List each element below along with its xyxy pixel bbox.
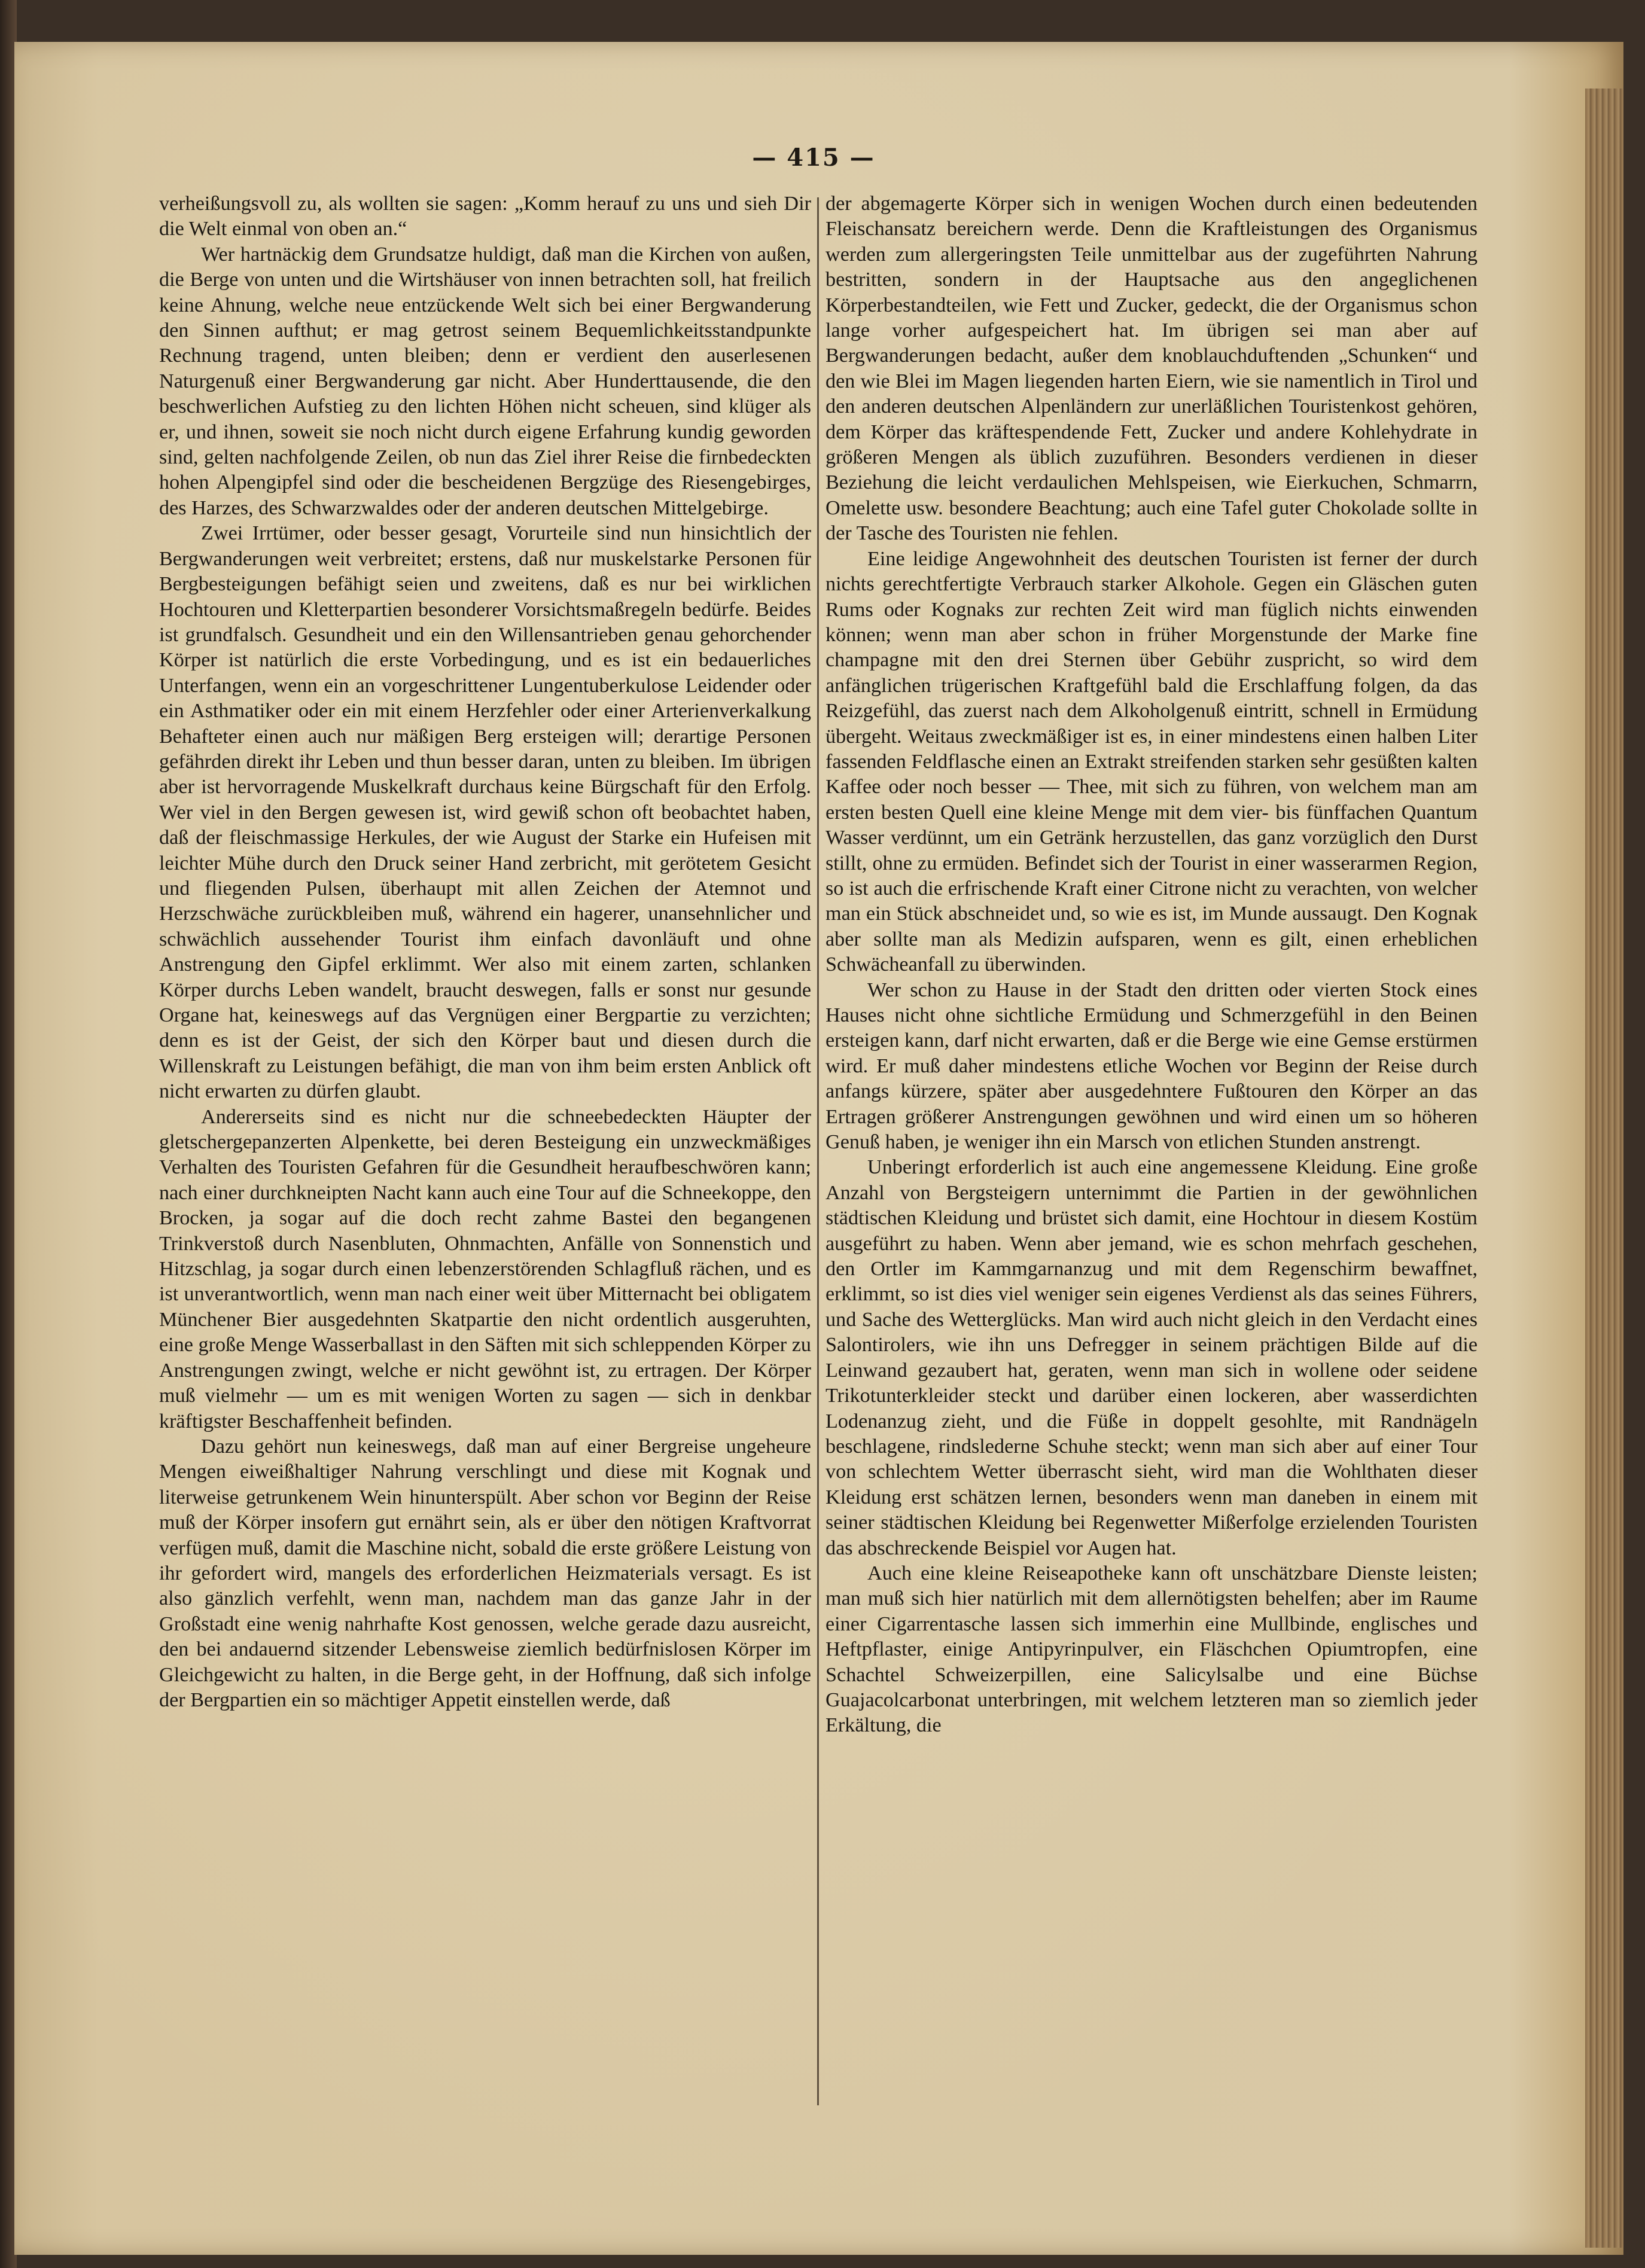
continued-paragraph: verheißungsvoll zu, als wollten sie sagen: „Komm herauf zu uns und sieh Dir die Welt einmal von oben an.“ bbox=[159, 193, 811, 240]
paragraph: Unberingt erforderlich ist auch eine angemessene Kleidung. Eine große Anzahl von Bergsteigern unternimmt die Partien in der gewöhnlichen städtischen Kleidung und brüstet sich damit, eine Hochtour in diesem Kostüm ausgeführt zu haben. Wenn aber jemand, wie es schon mehrfach geschehen, den Ortler im Kammgarnanzug und mit dem Regenschirm bewaffnet, erklimmt, so ist dies viel weniger sein eigenes Verdienst als das seines Führers, und Sache des Wetterglücks. Man wird auch nicht gleich in den Verdacht eines Salontirolers, wie ihn uns Defregger in seinem prächtigen Bilde auf die Leinwand gezaubert hat, geraten, wenn man sich in wollene oder seidene Trikotunterkleider steckt und darüber einen lockeren, aber wasserdichten Lodenanzug zieht, und die Füße in doppelt gesohlte, mit Randnägeln beschlagene, rindslederne Schuhe steckt; wenn man sich aber auf einer Tour von schlechtem Wetter überrascht sieht, wird man die Wohlthaten dieser Kleidung erst schätzen lernen, besonders wenn man daneben in einem mit seiner städtischen Kleidung bei Regenwetter Mißerfolge erzielenden Touristen das abschreckende Beispiel vor Augen hat. bbox=[825, 1156, 1478, 1559]
left-column bbox=[159, 191, 811, 2081]
page-number: — 415 — bbox=[752, 144, 875, 172]
paragraph: Andererseits sind es nicht nur die schneebedeckten Häupter der gletschergepanzerten Alpenkette, bei deren Besteigung ein unzweckmäßiges Verhalten des Touristen Gefahren für die Gesundheit heraufbeschwören kann; nach einer durchkneipten Nacht kann auch eine Tour auf die Schneekoppe, den Brocken, ja sogar auf die doch recht zahme Bastei den begangenen Trinkverstoß durch Nasenbluten, Ohnmachten, Anfälle von Sonnenstich und Hitzschlag, ja sogar durch einen lebenzerstörenden Schlagfluß rächen, und es ist unverantwortlich, wenn man nach einer weit über Mitternacht bei obligatem Münchener Bier ausgedehnten Skatpartie den nicht ordentlich ausgeruhten, eine große Menge Wasserballast in den Säften mit sich schleppenden Körper zu Anstrengungen zwingt, welche er nicht gewöhnt ist, zu ertragen. Der Körper muß vielmehr — um es mit wenigen Worten zu sagen — sich in denkbar kräftigster Beschaffenheit befinden. bbox=[159, 1105, 811, 1432]
paragraph: Zwei Irrtümer, oder besser gesagt, Vorurteile sind nun hinsichtlich der Bergwanderungen weit verbreitet; erstens, daß nur muskelstarke Personen für Bergbesteigungen befähigt seien und zweitens, daß es nur bei wirklichen Hochtouren und Kletterpartien besonderer Vorsichtsmaßregeln bedürfe. Beides ist grundfalsch. Gesundheit und ein den Willensantrieben genau gehorchender Körper ist natürlich die erste Vorbedingung, und es ist ein bedauerliches Unterfangen, wenn ein an vorgeschrittener Lungentuberkulose Leidender oder ein Asthmatiker oder ein mit einem Herzfehler oder einer Arterienverkalkung Behafteter einen auch nur mäßigen Berg ersteigen will; derartige Personen gefährden direkt ihr Leben und thun besser daran, unten zu bleiben. Im übrigen aber ist hervorragende Muskelkraft durchaus keine Bürgschaft für den Erfolg. Wer viel in den Bergen gewesen ist, wird gewiß schon oft beobachtet haben, daß der fleischmassige Herkules, der wie August der Starke ein Hufeisen mit leichter Mühe durch den Druck seiner Hand zerbricht, mit gerötetem Gesicht und fliegenden Pulsen, überhaupt mit allen Zeichen der Atemnot und Herzschwäche zurückbleiben muß, während ein hagerer, unansehnlicher und schwächlich aussehender Tourist ihm einfach davonläuft und ohne Anstrengung den Gipfel erklimmt. Wer also mit einem zarten, schlanken Körper durchs Leben wandelt, braucht deswegen, falls er sonst nur gesunde Organe hat, keineswegs auf das Vergnügen einer Bergpartie zu verzichten; denn es ist der Geist, der sich den Körper baut und diesen durch die Willenskraft zu Leistungen befähigt, die man von ihm beim ersten Anblick oft nicht erwarten zu dürfen glaubt. bbox=[159, 522, 811, 1103]
paragraph: Wer hartnäckig dem Grundsatze huldigt, daß man die Kirchen von außen, die Berge von unten und die Wirtshäuser von innen betrachten soll, hat freilich keine Ahnung, welche neue entzückende Welt sich bei einer Bergwanderung den Sinnen aufthut; er mag getrost seinem Bequemlichkeitsstandpunkte Rechnung tragend, unten bleiben; denn er verdient den auserlesenen Naturgenuß einer Bergwanderung gar nicht. Aber Hunderttausende, die den beschwerlichen Aufstieg zu den lichten Höhen nicht scheuen, sind klüger als er, und ihnen, soweit sie noch nicht durch eigene Erfahrung kundig geworden sind, gelten nachfolgende Zeilen, ob nun das Ziel ihrer Reise die firnbedeckten hohen Alpengipfel sind oder die bescheidenen Bergzüge des Riesengebirges, des Harzes, des Schwarzwaldes oder der anderen deutschen Mittelgebirge. bbox=[159, 243, 811, 519]
right-column bbox=[825, 191, 1478, 2081]
column-divider bbox=[817, 197, 819, 2105]
paragraph: Wer schon zu Hause in der Stadt den dritten oder vierten Stock eines Hauses nicht ohne sichtliche Ermüdung und Schmerzgefühl in den Beinen ersteigen kann, darf nicht erwarten, daß er die Berge wie eine Gemse erstürmen wird. Er muß daher mindestens etliche Wochen vor Beginn der Reise durch anfangs kürzere, später aber ausgedehntere Fußtouren den Körper an das Ertragen größerer Anstrengungen gewöhnen und wird einen um so höheren Genuß haben, je weniger ihn ein Marsch von etlichen Stunden anstrengt. bbox=[825, 978, 1478, 1154]
page-edge bbox=[1585, 89, 1623, 2248]
paragraph: Dazu gehört nun keineswegs, daß man auf einer Bergreise ungeheure Mengen eiweißhaltiger Nahrung verschlingt und diese mit Kognak und literweise getrunkenem Wein hinunterspült. Aber schon vor Beginn der Reise muß der Körper insofern gut ernährt sein, als er über den nötigen Kraftvorrat verfügen muß, damit die Maschine nicht, sobald die erste größere Leistung von ihr gefordert wird, mangels des erforderlichen Heizmaterials versagt. Es ist also gänzlich verfehlt, wenn man, nachdem man das ganze Jahr in der Großstadt eine wenig nahrhafte Kost genossen, welche gerade dazu ausreicht, den bei andauernd sitzender Lebensweise ziemlich bedürfnislosen Körper im Gleichgewicht zu halten, in die Berge geht, in der Hoffnung, daß sich infolge der Bergpartien ein so mächtiger Appetit einstellen werde, daß bbox=[159, 1435, 811, 1711]
paragraph: Auch eine kleine Reiseapotheke kann oft unschätzbare Dienste leisten; man muß sich hier natürlich mit dem allernötigsten behelfen; aber im Raume einer Cigarrentasche lassen sich immerhin eine Mullbinde, englisches und Heftpflaster, einige Antipyrinpulver, ein Fläschchen Opiumtropfen, eine Schachtel Schweizerpillen, eine Salicylsalbe und eine Büchse Guajacolcarbonat unterbringen, mit welchem letzteren man so ziemlich jeder Erkältung, die bbox=[825, 1562, 1478, 1737]
continued-paragraph: der abgemagerte Körper sich in wenigen Wochen durch einen bedeutenden Fleischansatz bereichern werde. Denn die Kraftleistungen des Organismus werden zum allergeringsten Teile unmittelbar aus der zugeführten Nahrung bestritten, sondern in der Hauptsache aus den angeglichenen Körperbestandteilen, wie Fett und Zucker, gedeckt, die der Organismus schon lange vorher aufgespeichert hat. Im übrigen sei man aber auf Bergwanderungen bedacht, außer dem knoblauchduftenden „Schunken“ und den wie Blei im Magen liegenden harten Eiern, wie sie namentlich in Tirol und den anderen deutschen Alpenländern zur unerläßlichen Touristenkost gehören, dem Körper das kräftespendende Fett, Zucker und andere Kohlehydrate in größeren Mengen als üblich zuzuführen. Besonders verdienen in dieser Beziehung die leicht verdaulichen Mehlspeisen, wie Eierkuchen, Schmarrn, Omelette usw. besondere Beachtung; auch eine Tafel guter Chokolade sollte in der Tasche des Touristen nie fehlen. bbox=[825, 193, 1478, 545]
paragraph: Eine leidige Angewohnheit des deutschen Touristen ist ferner der durch nichts gerechtfertigte Verbrauch starker Alkohole. Gegen ein Gläschen guten Rums oder Kognaks zur rechten Zeit wird man füglich nichts einwenden können; wenn man aber schon in früher Morgenstunde der Marke fine champagne mit den drei Sternen über Gebühr zuspricht, so wird dem anfänglichen trügerischen Kraftgefühl bald die Erschlaffung folgen, da das Reizgefühl, das zuerst nach dem Alkoholgenuß eintritt, schnell in Ermüdung übergeht. Weitaus zweckmäßiger ist es, in einer mindestens einen halben Liter fassenden Feldflasche einen an Extrakt streifenden starken sehr gesüßten kalten Kaffee oder noch besser — Thee, mit sich zu führen, von welchem man am ersten besten Quell eine kleine Menge mit dem vier- bis fünffachen Quantum Wasser verdünnt, um ein Getränk herzustellen, das ganz vorzüglich den Durst stillt, ohne zu ermüden. Befindet sich der Tourist in einer wasserarmen Region, so ist auch die erfrischende Kraft einer Citrone nicht zu verachten, von welcher man ein Stück abschneidet und, so wie es ist, im Munde aussaugt. Den Kognak aber sollte man als Medizin aufsparen, wenn es gilt, einen erheblichen Schwächeanfall zu überwinden. bbox=[825, 547, 1478, 976]
